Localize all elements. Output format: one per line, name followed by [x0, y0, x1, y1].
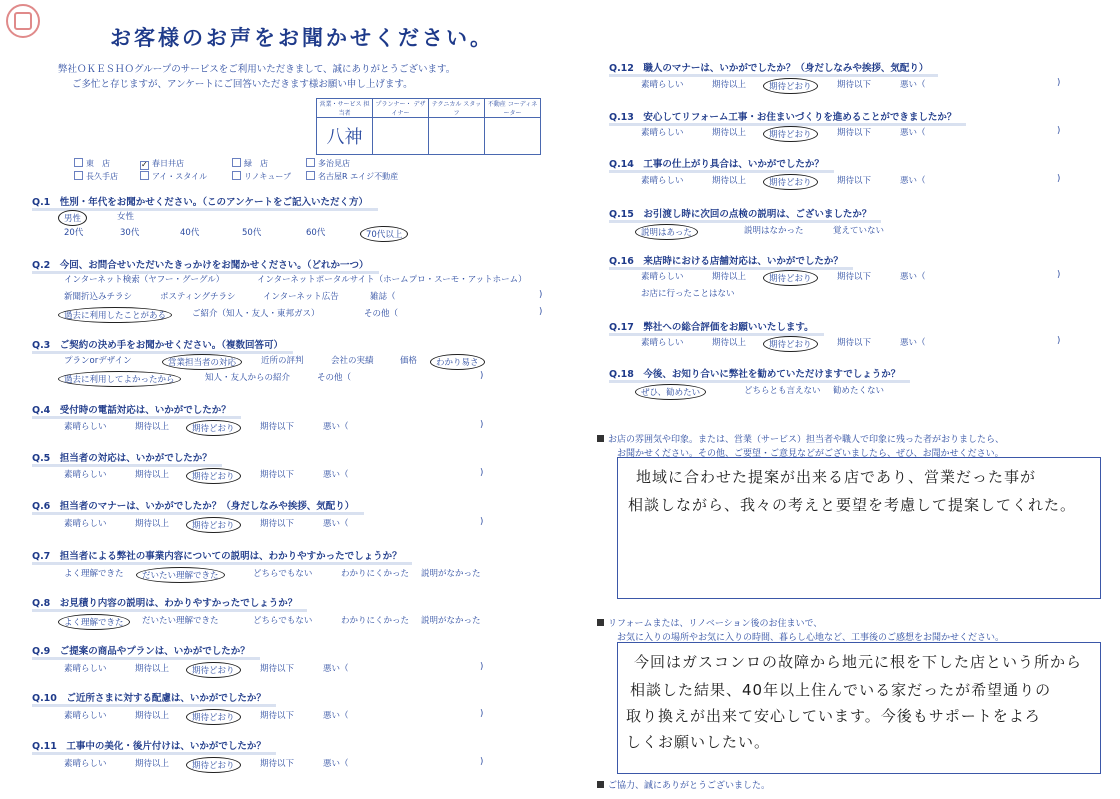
- q16-option: 悪い（: [900, 272, 926, 282]
- checkbox-icon[interactable]: [74, 158, 83, 167]
- q14-option[interactable]: 期待以下: [837, 176, 872, 186]
- intro-line-2: ご多忙と存じますが、アンケートにご回答いただきます様お願い申し上げます。: [72, 79, 413, 90]
- q15-question: Q.15 お引渡し時に次回の点検の説明は、ございましたか？: [609, 206, 871, 220]
- q6-option: ): [480, 517, 484, 527]
- store-option[interactable]: リノキューブ: [232, 171, 291, 182]
- q12-option[interactable]: 期待どおり: [763, 78, 818, 94]
- q9-option: ): [480, 662, 484, 672]
- q7-option[interactable]: 説明がなかった: [421, 569, 481, 579]
- staff-header-sales: 営業・サービス 担当者: [317, 99, 373, 118]
- comment2-answer-4: しくお願いしたい。: [626, 733, 771, 751]
- q10-option: ): [480, 709, 484, 719]
- checkbox-icon[interactable]: ✓: [141, 160, 148, 169]
- q4-option[interactable]: 期待どおり: [186, 420, 241, 436]
- q1-question: Q.1 性別・年代をお聞かせください。（このアンケートをご記入いただく方）: [32, 194, 368, 208]
- q1-option[interactable]: 男性: [58, 210, 87, 226]
- staff-header-technical: テクニカル スタッフ: [429, 99, 485, 118]
- q6-option[interactable]: 期待どおり: [186, 517, 241, 533]
- bullet-square-icon: [597, 781, 604, 788]
- q13-option[interactable]: 期待どおり: [763, 126, 818, 142]
- q16-option[interactable]: 期待以下: [837, 272, 872, 282]
- staff-value-planner: [373, 118, 429, 155]
- q1-option[interactable]: 60代: [306, 228, 326, 238]
- q11-question: Q.11 工事中の美化・後片付けは、いかがでしたか？: [32, 738, 266, 752]
- q2-option[interactable]: 過去に利用したことがある: [58, 307, 172, 323]
- q4-option[interactable]: 期待以上: [135, 422, 170, 432]
- q17-option[interactable]: 期待以上: [712, 338, 747, 348]
- q7-option[interactable]: だいたい理解できた: [136, 567, 225, 583]
- q3-option[interactable]: わかり易さ: [430, 354, 485, 370]
- q4-option: 悪い（: [323, 422, 349, 432]
- q12-option: ): [1057, 78, 1061, 88]
- comment2-box[interactable]: [617, 642, 1101, 774]
- q3-option[interactable]: 価格: [400, 356, 418, 366]
- store-option[interactable]: 名古屋R エイジ不動産: [306, 171, 398, 182]
- q16-option[interactable]: 期待以上: [712, 272, 747, 282]
- comment2-answer-2: 相談した結果、40年以上住んでいる家だったが希望通りの: [630, 681, 1052, 699]
- comment2-answer-1: 今回はガスコンロの故障から地元に根を下した店という所から: [634, 653, 1083, 671]
- q18-option[interactable]: 勧めたくない: [833, 386, 885, 396]
- q7-question: Q.7 担当者による弊社の事業内容についての説明は、わかりやすかったでしょうか？: [32, 548, 402, 562]
- q12-option[interactable]: 素晴らしい: [641, 80, 684, 90]
- q17-question: Q.17 弊社への総合評価をお願いいたします。: [609, 319, 814, 333]
- comment1-answer-1: 地域に合わせた提案が出来る店であり、営業だった事が: [636, 468, 1037, 486]
- q5-option[interactable]: 期待以上: [135, 470, 170, 480]
- q1-option[interactable]: 20代: [64, 228, 84, 238]
- comment1-answer-2: 相談しながら、我々の考えと要望を考慮して提案してくれた。: [628, 496, 1077, 514]
- q9-question: Q.9 ご提案の商品やプランは、いかがでしたか？: [32, 643, 250, 657]
- q4-option[interactable]: 素晴らしい: [64, 422, 107, 432]
- q2-option[interactable]: インターネットポータルサイト（ホームプロ・スーモ・アットホーム）: [257, 275, 527, 285]
- q1-option[interactable]: 40代: [180, 228, 200, 238]
- q16-option[interactable]: 素晴らしい: [641, 272, 684, 282]
- q16-option: ): [1057, 270, 1061, 280]
- staff-value-sales: 八神: [317, 118, 373, 155]
- q17-option[interactable]: 期待以下: [837, 338, 872, 348]
- comment2-prompt-1: リフォームまたは、リノベーション後のお住まいで、: [597, 616, 822, 629]
- q6-option[interactable]: 期待以上: [135, 519, 170, 529]
- q11-option: 悪い（: [323, 759, 349, 769]
- q18-option[interactable]: ぜひ、勧めたい: [635, 384, 706, 400]
- checkbox-icon[interactable]: [306, 171, 315, 180]
- q14-option[interactable]: 期待どおり: [763, 174, 818, 190]
- staff-header-planner: プランナー・ デザイナー: [373, 99, 429, 118]
- seal-stamp: [6, 4, 40, 38]
- q11-option[interactable]: 期待以下: [260, 759, 295, 769]
- q7-option[interactable]: わかりにくかった: [341, 569, 410, 579]
- bullet-square-icon: [597, 619, 604, 626]
- q15-option[interactable]: 説明はあった: [635, 224, 698, 240]
- q18-question: Q.18 今後、お知り合いに弊社を勧めていただけますでしょうか？: [609, 366, 900, 380]
- checkbox-icon[interactable]: [232, 158, 241, 167]
- q1-option[interactable]: 50代: [242, 228, 262, 238]
- q9-option[interactable]: 期待以上: [135, 664, 170, 674]
- store-option[interactable]: 東 店: [74, 158, 110, 169]
- comment2-answer-3: 取り換えが出来て安心しています。今後もサポートをよろ: [626, 707, 1041, 725]
- q14-question: Q.14 工事の仕上がり具合は、いかがでしたか？: [609, 156, 824, 170]
- intro-line-1: 弊社ＯＫＥＳＨＯグループのサービスをご利用いただきまして、誠にありがとうございます。: [58, 64, 456, 75]
- q3-option[interactable]: プランorデザイン: [64, 356, 132, 366]
- q12-option[interactable]: 期待以上: [712, 80, 747, 90]
- q8-option[interactable]: よく理解できた: [58, 614, 130, 630]
- q6-question: Q.6 担当者のマナーは、いかがでしたか？（身だしなみや挨拶、気配り）: [32, 498, 354, 512]
- q16-question: Q.16 来店時における店舗対応は、いかがでしたか？: [609, 253, 843, 267]
- q12-question: Q.12 職人のマナーは、いかがでしたか？（身だしなみや挨拶、気配り）: [609, 60, 928, 74]
- q10-option[interactable]: 期待以下: [260, 711, 295, 721]
- q14-option[interactable]: 期待以上: [712, 176, 747, 186]
- q4-question: Q.4 受付時の電話対応は、いかがでしたか？: [32, 402, 231, 416]
- store-option[interactable]: 長久手店: [74, 171, 118, 182]
- q7-option[interactable]: よく理解できた: [64, 569, 124, 579]
- q9-option[interactable]: 期待以下: [260, 664, 295, 674]
- staff-header-realestate: 不動産 コーディネーター: [485, 99, 541, 118]
- q2-question: Q.2 今回、お問合せいただいたきっかけをお聞かせください。（どれか一つ）: [32, 257, 369, 271]
- q10-option[interactable]: 期待どおり: [186, 709, 241, 725]
- q10-option[interactable]: 素晴らしい: [64, 711, 107, 721]
- comment1-box[interactable]: [617, 457, 1101, 599]
- q2-option[interactable]: インターネット検索（ヤフー・グーグル）: [64, 275, 225, 285]
- q17-option: ): [1057, 336, 1061, 346]
- q10-question: Q.10 ご近所さまに対する配慮は、いかがでしたか？: [32, 690, 266, 704]
- comment1-prompt-2: お聞かせください。その他、ご要望・ご意見などがございましたら、ぜひ、お聞かせください。: [617, 449, 1004, 459]
- q8-question: Q.8 お見積り内容の説明は、わかりやすかったでしょうか？: [32, 595, 297, 609]
- q11-option[interactable]: 期待以上: [135, 759, 170, 769]
- staff-value-realestate: [485, 118, 541, 155]
- q8-option[interactable]: だいたい理解できた: [142, 616, 219, 626]
- q13-option[interactable]: 期待以上: [712, 128, 747, 138]
- q13-option[interactable]: 期待以下: [837, 128, 872, 138]
- q11-option[interactable]: 素晴らしい: [64, 759, 107, 769]
- q2-option: その他（: [364, 309, 399, 319]
- q15-option[interactable]: 説明はなかった: [744, 226, 804, 236]
- q3-question: Q.3 ご契約の決め手をお聞かせください。（複数回答可）: [32, 337, 283, 351]
- q14-option: ): [1057, 174, 1061, 184]
- checkbox-icon[interactable]: [140, 171, 149, 180]
- q12-option[interactable]: 期待以下: [837, 80, 872, 90]
- q2-option[interactable]: ポスティングチラシ: [160, 292, 236, 302]
- q12-option: 悪い（: [900, 80, 926, 90]
- comment2-prompt-2: お気に入りの場所やお気に入りの時間、暮らし心地など、工事後のご感想をお聞かせください。: [617, 633, 1005, 643]
- q3-option[interactable]: 過去に利用してよかったから: [58, 371, 181, 387]
- q2-option: 雑誌（: [370, 292, 396, 302]
- q4-option: ): [480, 420, 484, 430]
- staff-table: [316, 98, 541, 155]
- q6-option[interactable]: 期待以下: [260, 519, 295, 529]
- q13-option[interactable]: 素晴らしい: [641, 128, 684, 138]
- q1-option[interactable]: 30代: [120, 228, 140, 238]
- staff-value-technical: [429, 118, 485, 155]
- q6-option[interactable]: 素晴らしい: [64, 519, 107, 529]
- q16-option[interactable]: 期待どおり: [763, 270, 818, 286]
- q5-option[interactable]: 素晴らしい: [64, 470, 107, 480]
- q2-option[interactable]: 新聞折込みチラシ: [64, 292, 133, 302]
- q10-option: 悪い（: [323, 711, 349, 721]
- q11-option: ): [480, 757, 484, 767]
- q16-option[interactable]: お店に行ったことはない: [641, 289, 735, 299]
- q3-option[interactable]: 知人・友人からの紹介: [205, 373, 291, 383]
- q9-option: 悪い（: [323, 664, 349, 674]
- q1-option[interactable]: 女性: [117, 212, 135, 222]
- q8-option[interactable]: わかりにくかった: [341, 616, 410, 626]
- store-option[interactable]: 多治見店: [306, 158, 350, 169]
- q18-option[interactable]: どちらとも言えない: [744, 386, 821, 396]
- q7-option[interactable]: どちらでもない: [253, 569, 313, 579]
- q3-option[interactable]: 営業担当者の対応: [162, 354, 242, 370]
- q8-option[interactable]: 説明がなかった: [421, 616, 481, 626]
- comment1-prompt-1: お店の雰囲気や印象。または、営業（サービス）担当者や職人で印象に残った者がおりましたら、: [597, 432, 1004, 445]
- store-option[interactable]: 緑 店: [232, 158, 268, 169]
- checkbox-icon[interactable]: [306, 158, 315, 167]
- store-option[interactable]: アイ・スタイル: [140, 171, 207, 182]
- q5-option: ): [480, 468, 484, 478]
- q8-option[interactable]: どちらでもない: [253, 616, 313, 626]
- q3-option[interactable]: 会社の実績: [331, 356, 374, 366]
- q9-option[interactable]: 素晴らしい: [64, 664, 107, 674]
- q17-option[interactable]: 素晴らしい: [641, 338, 684, 348]
- q17-option[interactable]: 期待どおり: [763, 336, 818, 352]
- q5-option: 悪い（: [323, 470, 349, 480]
- q5-question: Q.5 担当者の対応は、いかがでしたか？: [32, 450, 212, 464]
- q11-option[interactable]: 期待どおり: [186, 757, 241, 773]
- q5-option[interactable]: 期待以下: [260, 470, 295, 480]
- q14-option: 悪い（: [900, 176, 926, 186]
- q5-option[interactable]: 期待どおり: [186, 468, 241, 484]
- store-option[interactable]: ✓ 春日井店: [141, 159, 184, 169]
- q9-option[interactable]: 期待どおり: [186, 662, 241, 678]
- q2-option: ): [539, 307, 543, 317]
- q13-option: ): [1057, 126, 1061, 136]
- footer-thanks: ご協力、誠にありがとうございました。: [597, 778, 770, 791]
- checkbox-icon[interactable]: [232, 171, 241, 180]
- q15-option[interactable]: 覚えていない: [833, 226, 885, 236]
- checkbox-icon[interactable]: [74, 171, 83, 180]
- q10-option[interactable]: 期待以上: [135, 711, 170, 721]
- q2-option[interactable]: インターネット広告: [263, 292, 339, 302]
- q3-option: その他（: [317, 373, 352, 383]
- q13-option: 悪い（: [900, 128, 926, 138]
- q2-option[interactable]: ご紹介（知人・友人・東邦ガス）: [192, 309, 320, 319]
- q17-option: 悪い（: [900, 338, 926, 348]
- q14-option[interactable]: 素晴らしい: [641, 176, 684, 186]
- q3-option: ): [480, 371, 484, 381]
- q4-option[interactable]: 期待以下: [260, 422, 295, 432]
- q1-option[interactable]: 70代以上: [360, 226, 408, 242]
- q3-option[interactable]: 近所の評判: [261, 356, 304, 366]
- q13-question: Q.13 安心してリフォーム工事・お住まいづくりを進めることができましたか？: [609, 109, 956, 123]
- bullet-square-icon: [597, 435, 604, 442]
- q2-option: ): [539, 290, 543, 300]
- q6-option: 悪い（: [323, 519, 349, 529]
- page-title: お客様のお声をお聞かせください。: [110, 26, 494, 50]
